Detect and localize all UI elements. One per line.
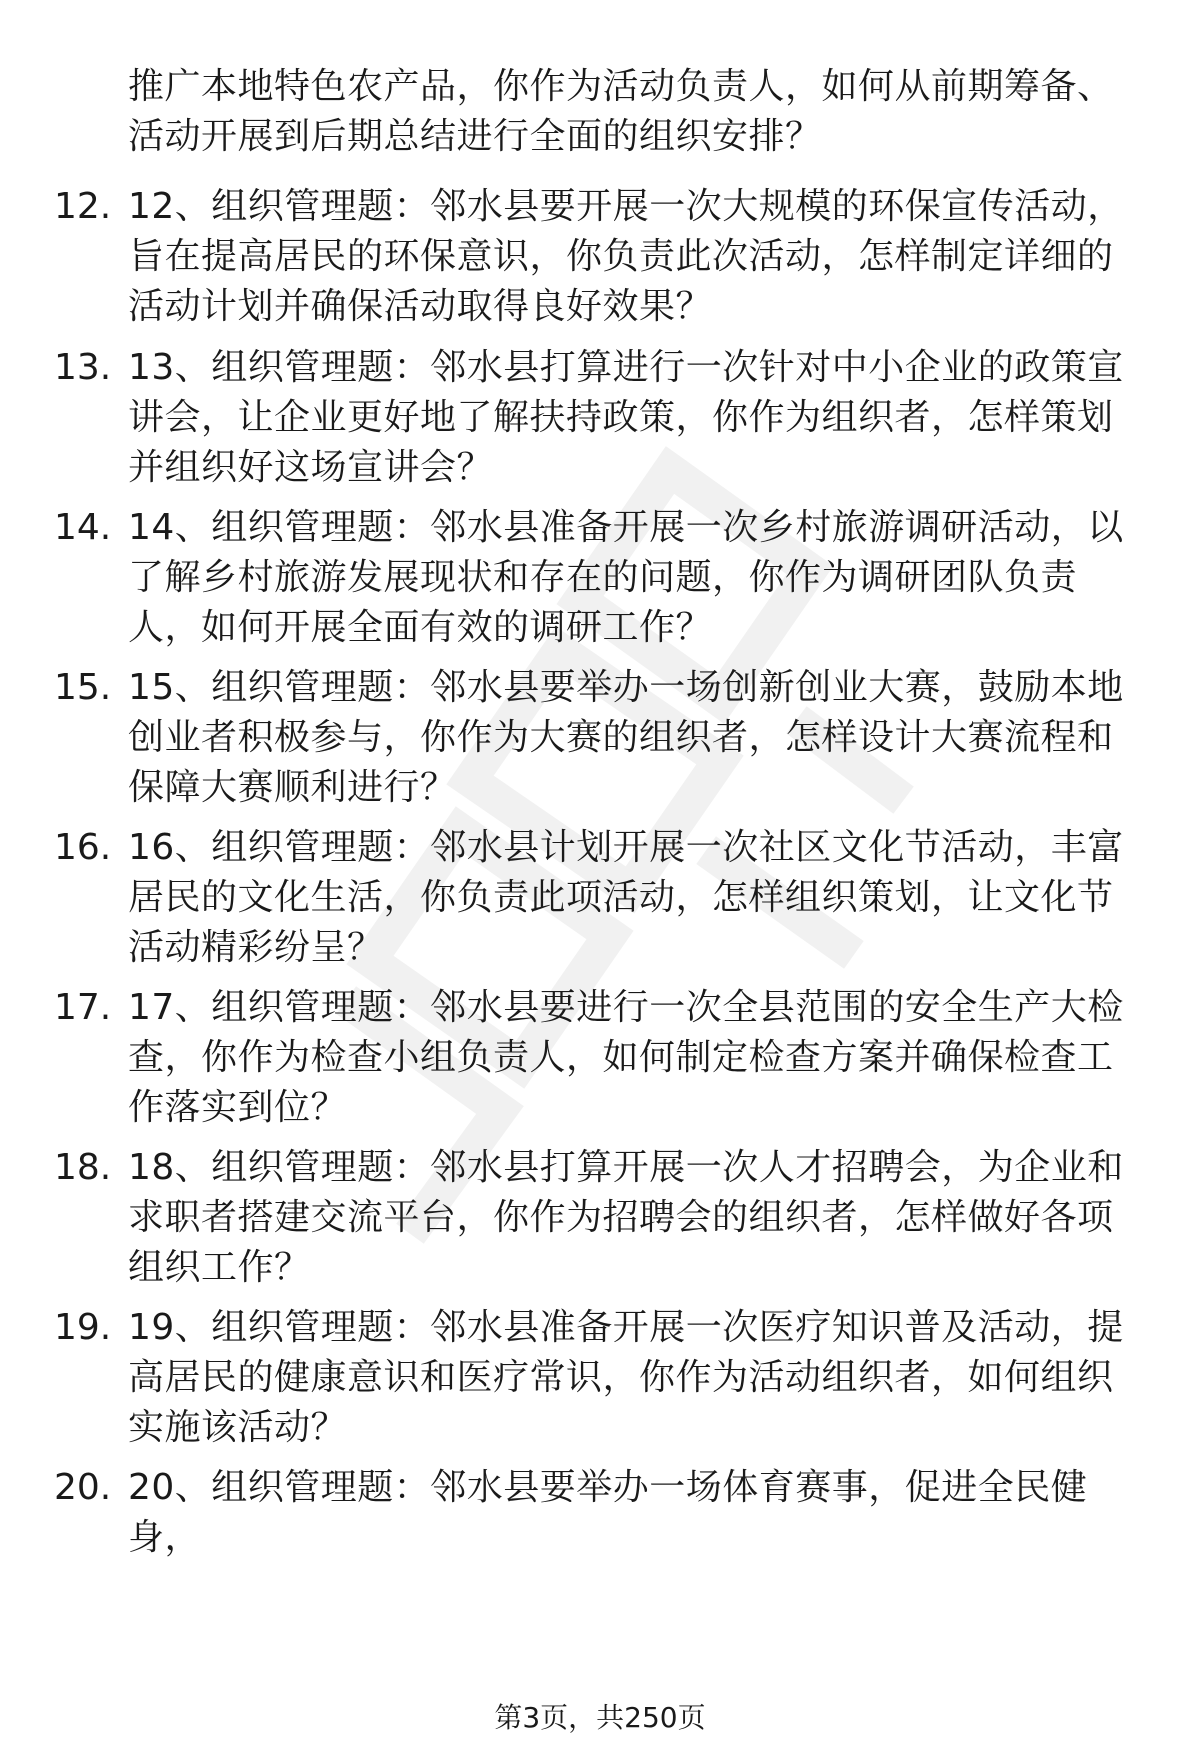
question-number: 12. — [54, 186, 112, 227]
question-text: 15、组织管理题：邻水县要举办一场创新创业大赛，鼓励本地创业者积极参与，你作为大赛的组织者，怎样设计大赛流程和保障大赛顺利进行？ — [128, 667, 1124, 808]
question-text: 16、组织管理题：邻水县计划开展一次社区文化节活动，丰富居民的文化生活，你负责此项活动，怎样组织策划，让文化节活动精彩纷呈？ — [128, 827, 1124, 968]
question-number: 16. — [54, 827, 112, 868]
page-footer: 第3页，共250页 — [494, 1701, 706, 1734]
question-number: 18. — [54, 1147, 112, 1188]
question-text: 20、组织管理题：邻水县要举办一场体育赛事，促进全民健身， — [128, 1467, 1088, 1558]
question-text: 14、组织管理题：邻水县准备开展一次乡村旅游调研活动，以了解乡村旅游发展现状和存在的问题，你作为调研团队负责人，如何开展全面有效的调研工作？ — [128, 507, 1124, 648]
question-number: 13. — [54, 347, 112, 388]
question-text: 12、组织管理题：邻水县要开展一次大规模的环保宣传活动，旨在提高居民的环保意识，你负责此次活动，怎样制定详细的活动计划并确保活动取得良好效果？ — [128, 186, 1124, 327]
question-text: 13、组织管理题：邻水县打算进行一次针对中小企业的政策宣讲会，让企业更好地了解扶持政策，你作为组织者，怎样策划并组织好这场宣讲会？ — [128, 347, 1124, 488]
question-number: 20. — [54, 1467, 112, 1508]
question-text: 18、组织管理题：邻水县打算开展一次人才招聘会，为企业和求职者搭建交流平台，你作为招聘会的组织者，怎样做好各项组织工作？ — [128, 1147, 1124, 1288]
question-number: 15. — [54, 667, 112, 708]
question-text: 19、组织管理题：邻水县准备开展一次医疗知识普及活动，提高居民的健康意识和医疗常识，你作为活动组织者，如何组织实施该活动？ — [128, 1307, 1124, 1448]
continuation-paragraph: 推广本地特色农产品，你作为活动负责人，如何从前期筹备、活动开展到后期总结进行全面的组织安排？ — [128, 66, 1114, 157]
question-text: 17、组织管理题：邻水县要进行一次全县范围的安全生产大检查，你作为检查小组负责人，如何制定检查方案并确保检查工作落实到位？ — [128, 987, 1124, 1128]
question-number: 19. — [54, 1307, 112, 1348]
question-number: 17. — [54, 987, 112, 1028]
question-number: 14. — [54, 507, 112, 548]
